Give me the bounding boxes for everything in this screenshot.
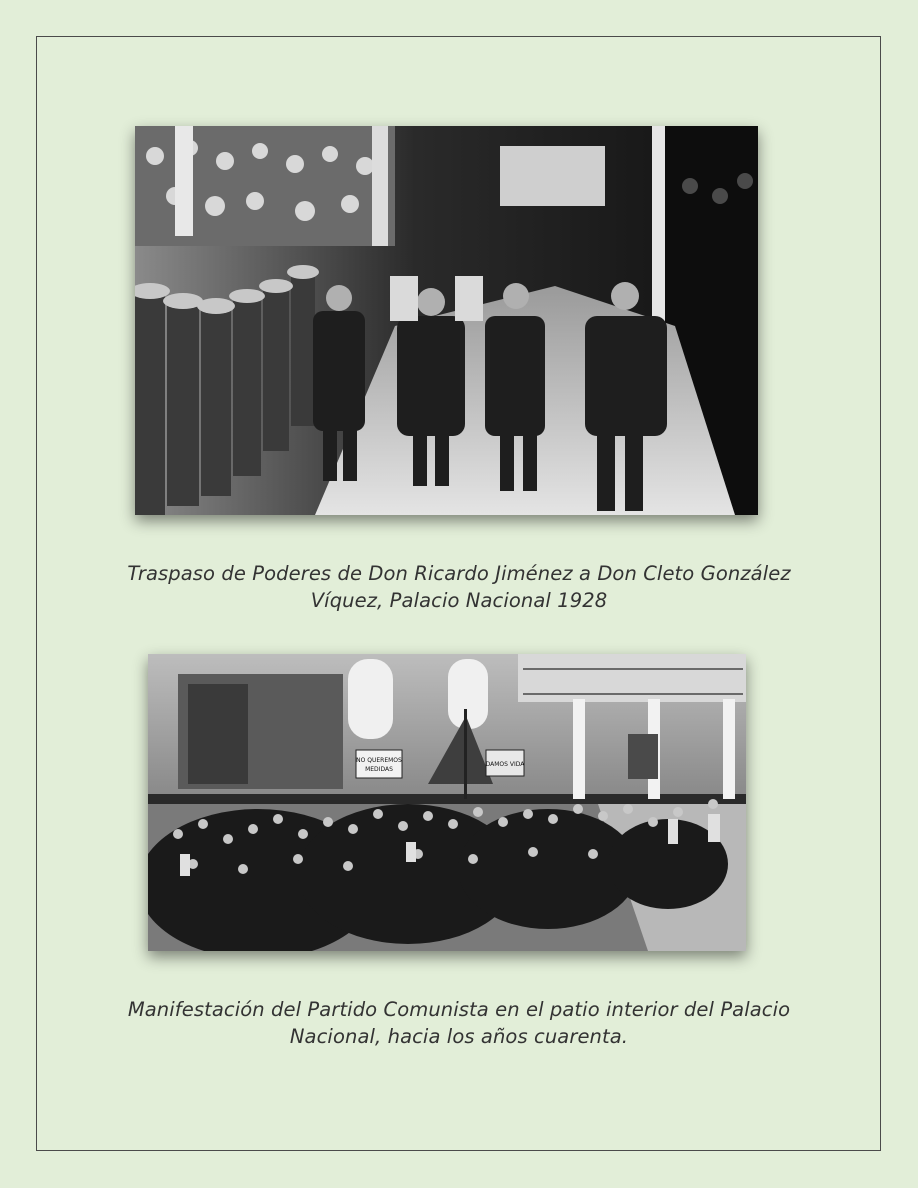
svg-text:DAMOS VIDA: DAMOS VIDA (485, 761, 525, 768)
photo-transfer-of-power (135, 126, 758, 515)
svg-text:NO QUEREMOS: NO QUEREMOS (356, 757, 402, 764)
caption-photo-2 (70, 996, 848, 1050)
procession-photo-image (135, 126, 758, 515)
photo-communist-party-demonstration (148, 654, 746, 951)
caption-photo-2-line-2: Nacional, hacia los años cuarenta. (289, 1025, 629, 1048)
caption-photo-1-line-1: Traspaso de Poderes de Don Ricardo Jiménez a Don Cleto González (127, 562, 791, 585)
caption-photo-2-line-1: Manifestación del Partido Comunista en el patio interior del Palacio (127, 998, 791, 1021)
demonstration-photo-image (148, 654, 746, 951)
caption-photo-1 (70, 560, 848, 614)
caption-photo-1-line-2: Víquez, Palacio Nacional 1928 (310, 589, 608, 612)
svg-text:MEDIDAS: MEDIDAS (365, 766, 393, 773)
